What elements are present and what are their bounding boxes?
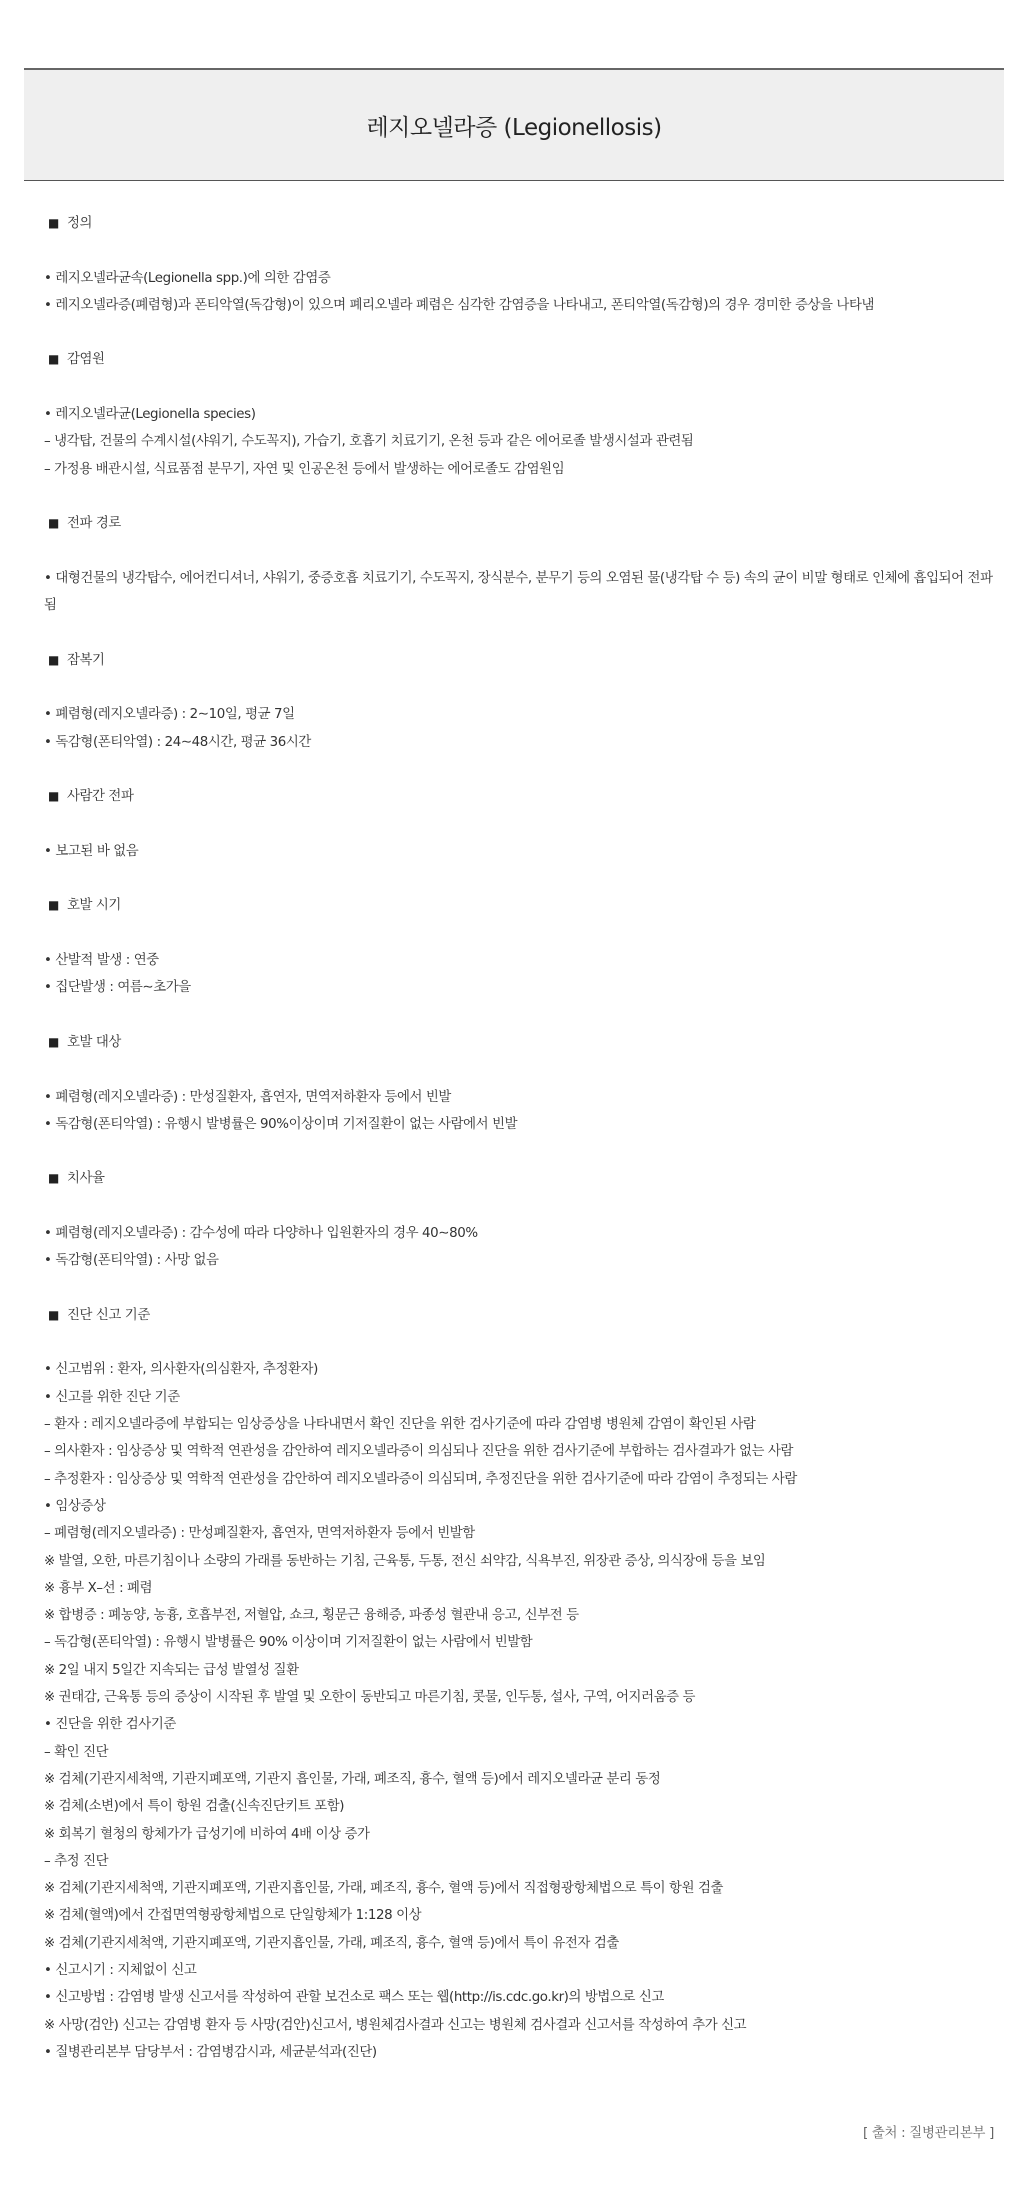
section-line: • 대형건물의 냉각탑수, 에어컨디셔너, 샤워기, 중증호흡 치료기기, 수도꼭지, 장식분수, 분무기 등의 오염된 물(냉각탑 수 등) 속의 균이 비말 형태로 인체에 흡입되어 전파됨 [44, 570, 993, 614]
section-heading-text: 정의 [66, 216, 93, 231]
section [44, 783, 994, 865]
section-heading-text: 사람간 전파 [66, 789, 134, 805]
section-line: • 집단발생 : 여름∼초가을 [44, 980, 191, 996]
section-line: • 폐렴형(레지오넬라증) : 감수성에 따라 다양하나 입원환자의 경우 40∼80% [44, 1225, 478, 1241]
section-line: • 보고된 바 없음 [44, 843, 139, 859]
square-bullet-icon: ■ [48, 516, 59, 531]
section-line: • 진단을 위한 검사기준 [44, 1717, 176, 1733]
section-line: ※ 2일 내지 5일간 지속되는 급성 발열성 질환 [44, 1662, 299, 1678]
section-line: – 확인 진단 [44, 1744, 109, 1760]
section-line: – 추정환자 : 임상증상 및 역학적 연관성을 감안하여 레지오넬라증이 의심되며, 추정진단을 위한 검사기준에 따라 감염이 추정되는 사람 [44, 1471, 797, 1487]
section-line: – 폐렴형(레지오넬라증) : 만성폐질환자, 흡연자, 면역저하환자 등에서 빈발함 [44, 1526, 475, 1542]
section [44, 346, 994, 482]
section [44, 1029, 994, 1138]
section-line: ※ 합병증 : 폐농양, 농흉, 호흡부전, 저혈압, 쇼크, 횡문근 융해증, 파종성 혈관내 응고, 신부전 등 [44, 1608, 579, 1624]
section-line: • 폐렴형(레지오넬라증) : 2∼10일, 평균 7일 [44, 707, 295, 723]
section [44, 892, 994, 1001]
section-line: • 신고시기 : 지체없이 신고 [44, 1963, 197, 1978]
section [44, 647, 994, 756]
section-line: ※ 권태감, 근육통 등의 증상이 시작된 후 발열 및 오한이 동반되고 마른기침, 콧물, 인두통, 설사, 구역, 어지러움증 등 [44, 1690, 696, 1706]
section-line: ※ 검체(혈액)에서 간접면역형광항체법으로 단일항체가 1:128 이상 [44, 1908, 422, 1924]
section-line: ※ 검체(소변)에서 특이 항원 검출(신속진단키트 포함) [44, 1799, 345, 1815]
section-line: • 독감형(폰티악열) : 사망 없음 [44, 1253, 219, 1269]
section-line: • 신고를 위한 진단 기준 [44, 1389, 180, 1405]
section-line: – 의사환자 : 임상증상 및 역학적 연관성을 감안하여 레지오넬라증이 의심되나 진단을 위한 검사기준에 부합하는 검사결과가 없는 사람 [44, 1444, 794, 1460]
section-line: • 레지오넬라균속(Legionella spp.)에 의한 감염증 [44, 270, 331, 286]
section-line: • 임상증상 [44, 1498, 106, 1514]
section [44, 1165, 994, 1274]
section-line: • 레지오넬라균(Legionella species) [44, 407, 256, 423]
section [44, 510, 994, 619]
section-heading [44, 510, 994, 537]
section-line: ※ 사망(검안) 신고는 감염병 환자 등 사망(검안)신고서, 병원체검사결과 신고는 병원체 검사결과 신고서를 작성하여 추가 신고 [44, 2017, 747, 2033]
section-line: – 가정용 배관시설, 식료품점 분무기, 자연 및 인공온천 등에서 발생하는 에어로졸도 감염원임 [44, 461, 565, 477]
section-heading-text: 잠복기 [66, 652, 105, 668]
title-banner [24, 68, 1004, 181]
document-body [44, 210, 994, 2093]
section-line: ※ 검체(기관지세척액, 기관지폐포액, 기관지 흡인물, 가래, 폐조직, 흉수, 혈액 등)에서 레지오넬라균 분리 동정 [44, 1771, 661, 1787]
square-bullet-icon: ■ [48, 1171, 59, 1186]
section-line: ※ 검체(기관지세척액, 기관지폐포액, 기관지흡인물, 가래, 폐조직, 흉수, 혈액 등)에서 직접형광항체법으로 특이 항원 검출 [44, 1881, 724, 1897]
square-bullet-icon: ■ [48, 1307, 59, 1322]
section [44, 1302, 994, 2066]
square-bullet-icon: ■ [48, 898, 59, 913]
section-line: ※ 검체(기관지세척액, 기관지폐포액, 기관지흡인물, 가래, 폐조직, 흉수, 혈액 등)에서 특이 유전자 검출 [44, 1935, 619, 1951]
section-line: – 독감형(폰티악열) : 유행시 발병률은 90% 이상이며 기저질환이 없는 사람에서 빈발함 [44, 1635, 533, 1651]
section-heading-text: 호발 시기 [66, 898, 121, 914]
square-bullet-icon: ■ [48, 216, 59, 230]
page-title: 레지오넬라증 (Legionellosis) [366, 114, 662, 141]
section-line: • 산발적 발생 : 연중 [44, 953, 159, 969]
section-line: • 독감형(폰티악열) : 24∼48시간, 평균 36시간 [44, 734, 311, 750]
section-heading [44, 783, 994, 810]
section-heading [44, 647, 994, 674]
section-heading-text: 전파 경로 [66, 516, 121, 532]
section-heading [44, 892, 994, 919]
section-heading [44, 1165, 994, 1192]
section-line: • 폐렴형(레지오넬라증) : 만성질환자, 흡연자, 면역저하환자 등에서 빈발 [44, 1089, 451, 1105]
source-credit: [ 출처 : 질병관리본부 ] [863, 2126, 994, 2141]
section-heading [44, 210, 994, 237]
section-line: • 레지오넬라증(폐렴형)과 폰티악열(독감형)이 있으며 폐리오넬라 폐렴은 심각한 감염증을 나타내고, 폰티악열(독감형)의 경우 경미한 증상을 나타냄 [44, 297, 875, 313]
section-heading [44, 1029, 994, 1056]
section-heading [44, 346, 994, 373]
section-line: • 신고방법 : 감염병 발생 신고서를 작성하여 관할 보건소로 팩스 또는 웹(http://is.cdc.go.kr)의 방법으로 신고 [44, 1990, 664, 2006]
square-bullet-icon: ■ [48, 789, 59, 804]
section-line: • 신고범위 : 환자, 의사환자(의심환자, 추정환자) [44, 1362, 318, 1378]
section-heading-text: 호발 대상 [66, 1034, 121, 1050]
section-line: • 질병관리본부 담당부서 : 감염병감시과, 세균분석과(진단) [44, 2044, 377, 2060]
square-bullet-icon: ■ [48, 652, 59, 667]
section-line: – 냉각탑, 건물의 수계시설(샤워기, 수도꼭지), 가습기, 호흡기 치료기기, 온천 등과 같은 에어로졸 발생시설과 관련됨 [44, 434, 694, 450]
section-line: ※ 흉부 X–선 : 폐렴 [44, 1580, 153, 1596]
square-bullet-icon: ■ [48, 352, 59, 367]
section-line: ※ 발열, 오한, 마른기침이나 소량의 가래를 동반하는 기침, 근육통, 두통, 전신 쇠약감, 식욕부진, 위장관 증상, 의식장애 등을 보임 [44, 1553, 766, 1569]
section-heading-text: 진단 신고 기준 [66, 1307, 150, 1323]
section-line: • 독감형(폰티악열) : 유행시 발병률은 90%이상이며 기저질환이 없는 사람에서 빈발 [44, 1116, 518, 1132]
section-line: – 추정 진단 [44, 1853, 109, 1869]
section-heading-text: 치사율 [66, 1171, 105, 1187]
section-heading-text: 감염원 [66, 352, 105, 368]
section-heading [44, 1302, 994, 1329]
section-line: – 환자 : 레지오넬라증에 부합되는 임상증상을 나타내면서 확인 진단을 위한 검사기준에 따라 감염병 병원체 감염이 확인된 사람 [44, 1417, 756, 1433]
section [44, 210, 994, 319]
square-bullet-icon: ■ [48, 1034, 59, 1049]
section-line: ※ 회복기 혈청의 항체가가 급성기에 비하여 4배 이상 증가 [44, 1826, 370, 1842]
